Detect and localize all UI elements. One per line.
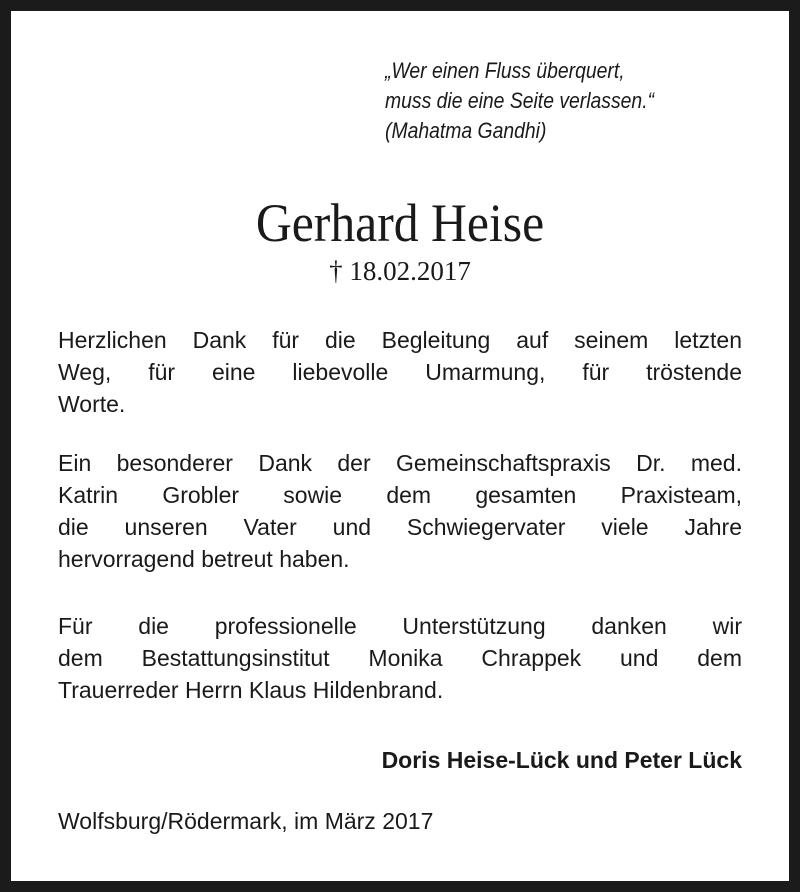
place-date: Wolfsburg/Rödermark, im März 2017 xyxy=(58,808,434,834)
text-line: Trauerreder Herrn Klaus Hildenbrand. xyxy=(58,677,444,703)
quote xyxy=(385,56,654,146)
text-line: dem Bestattungsinstitut Monika Chrappek und dem xyxy=(58,645,742,671)
text-line: Katrin Grobler sowie dem gesamten Praxisteam, xyxy=(58,482,742,508)
doctor-thanks-paragraph xyxy=(58,447,742,575)
quote-line: muss die eine Seite verlassen.“ xyxy=(385,88,655,113)
text-line: Herzlichen Dank für die Begleitung auf seinem letzten xyxy=(58,327,742,353)
death-date: † 18.02.2017 xyxy=(329,256,471,286)
text-line: Weg, für eine liebevolle Umarmung, für tröstende xyxy=(58,359,742,385)
signature: Doris Heise-Lück und Peter Lück xyxy=(381,747,742,773)
quote-line: „Wer einen Fluss überquert, xyxy=(385,58,625,83)
text-line: hervorragend betreut haben. xyxy=(58,546,350,572)
text-line: Ein besonderer Dank der Gemeinschaftspraxis Dr. med. xyxy=(58,450,742,476)
quote-author: (Mahatma Gandhi) xyxy=(385,118,547,143)
thanks-paragraph xyxy=(58,324,742,420)
funeral-thanks-paragraph xyxy=(58,610,742,706)
text-line: die unseren Vater und Schwiegervater viele Jahre xyxy=(58,514,742,540)
deceased-name: Gerhard Heise xyxy=(255,193,545,253)
text-line: Worte. xyxy=(58,391,126,417)
text-line: Für die professionelle Unterstützung danken wir xyxy=(58,613,742,639)
